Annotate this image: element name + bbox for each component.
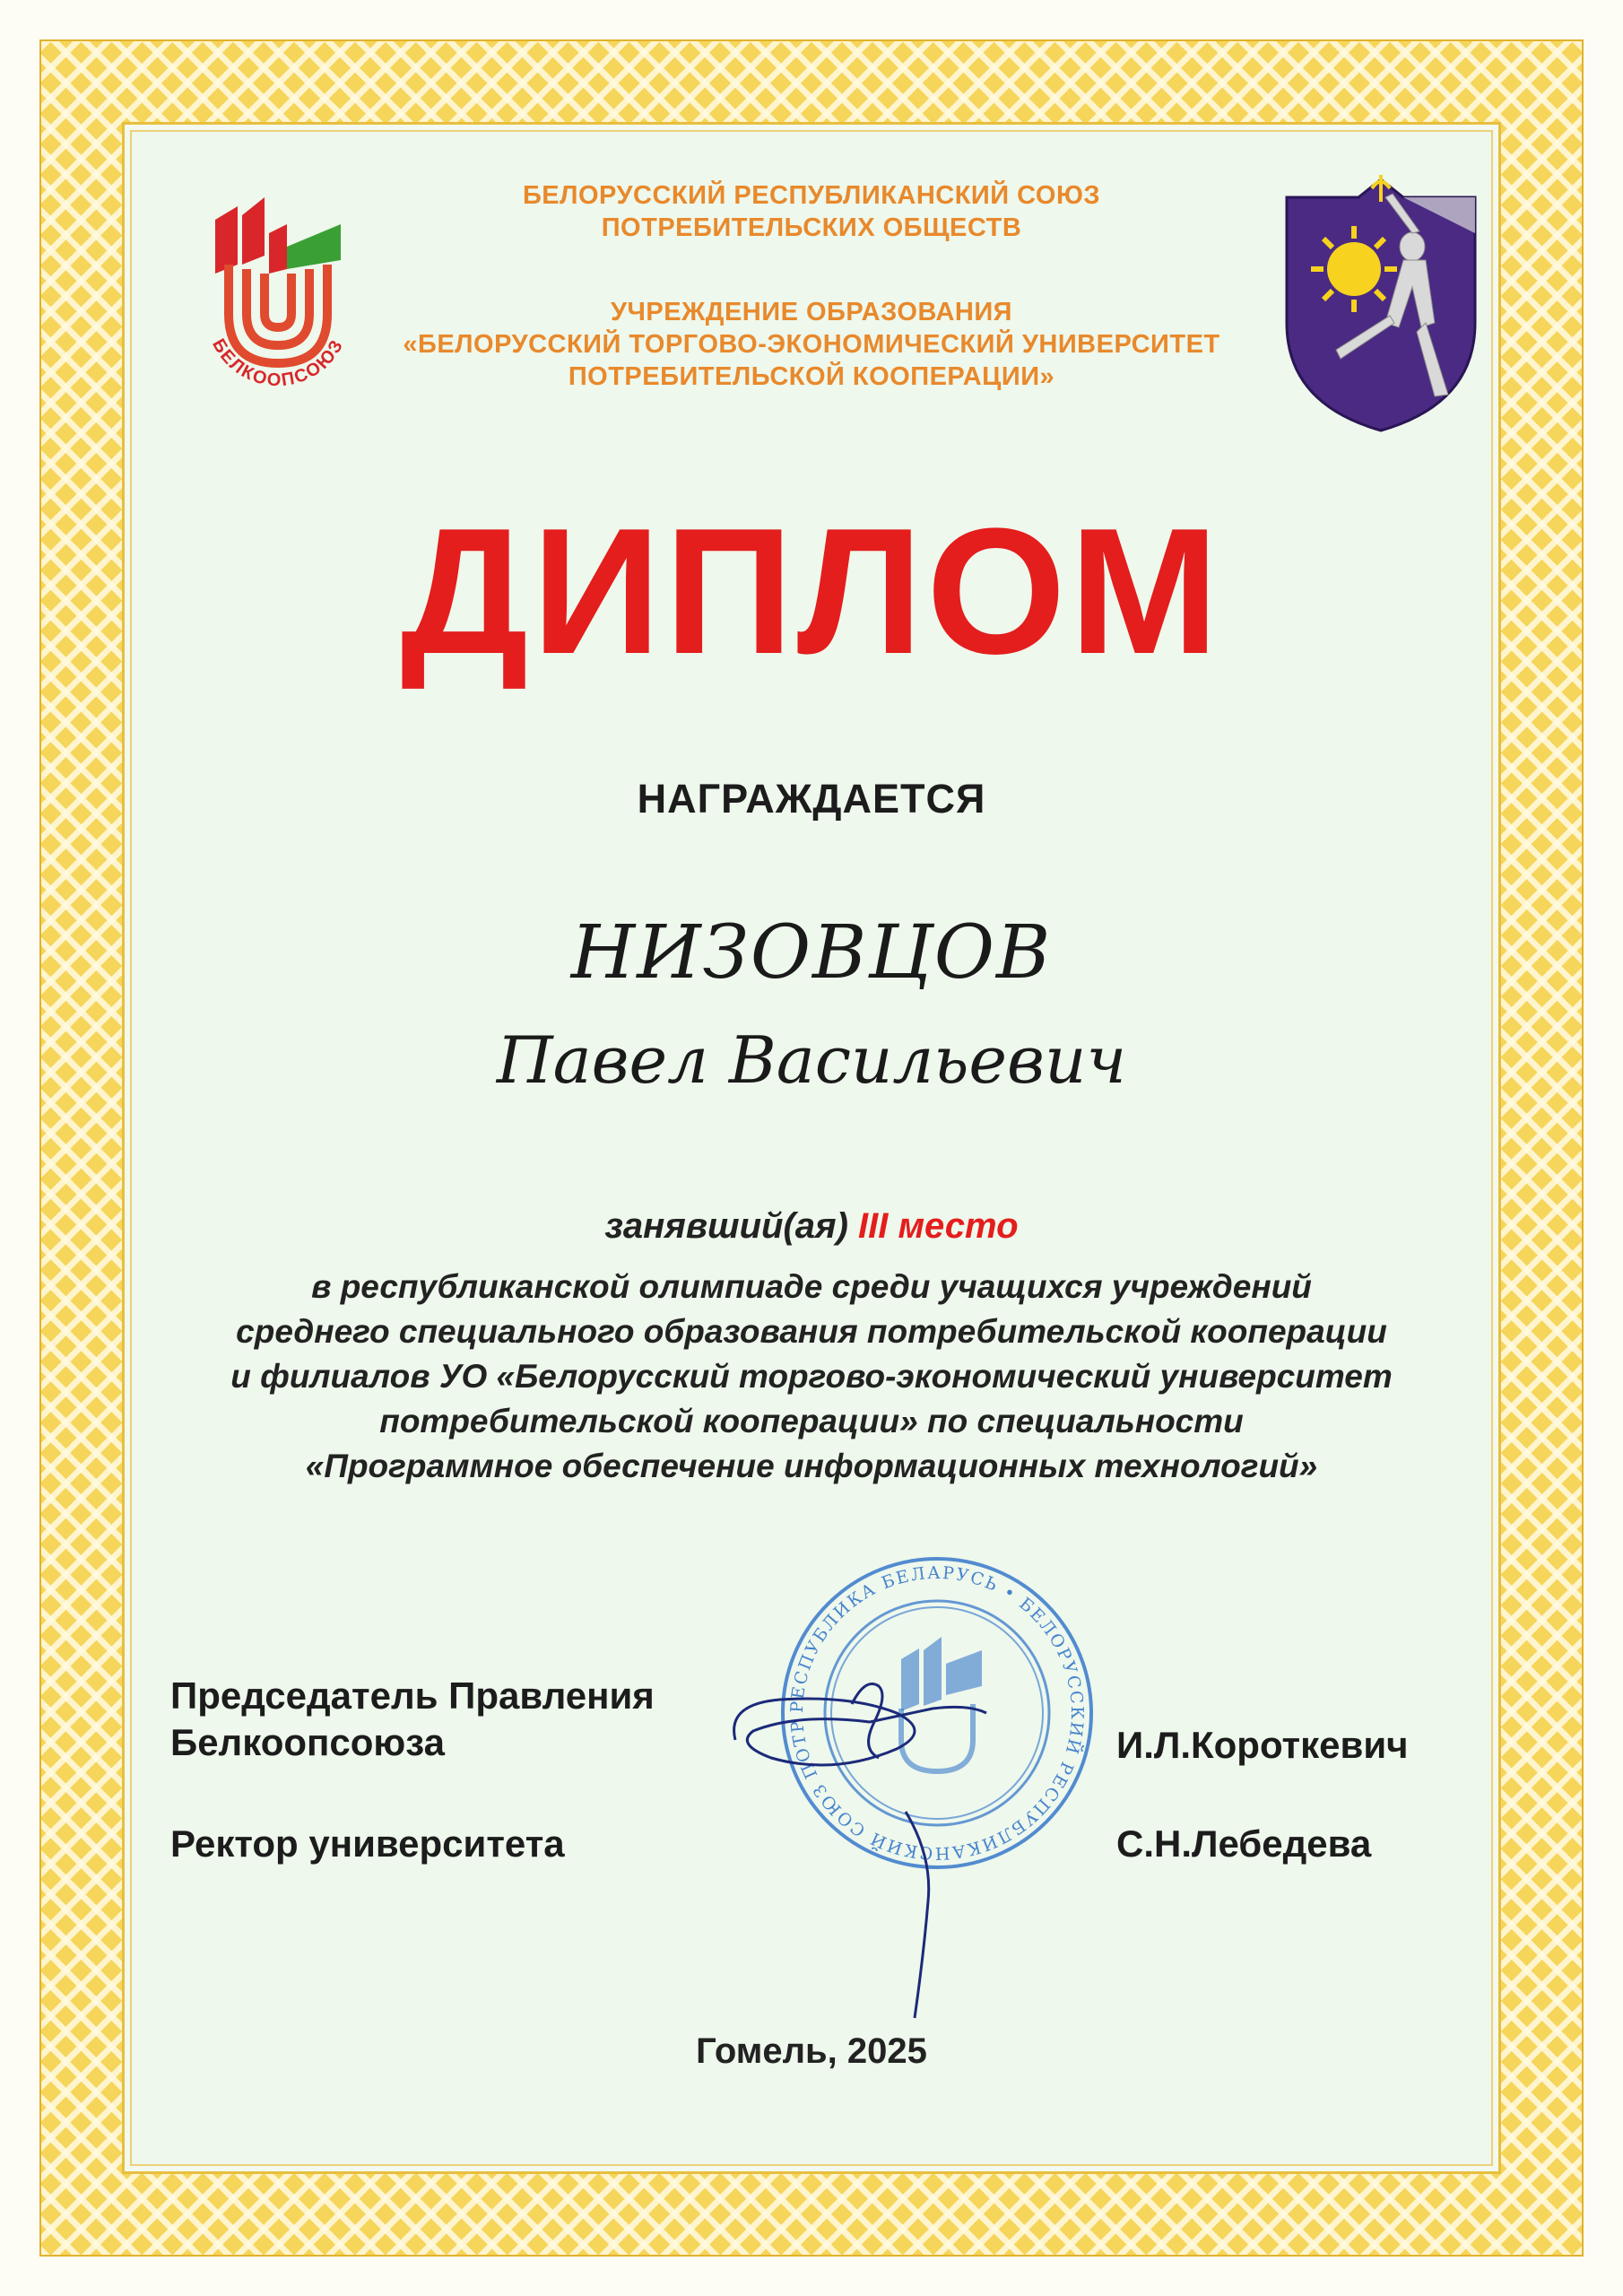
diploma-title: ДИПЛОМ: [400, 491, 1223, 691]
signature-scribble: [717, 1659, 1040, 2036]
svg-text:РЕСПУБЛИКА БЕЛАРУСЬ • БЕЛОРУСС: РЕСПУБЛИКА БЕЛАРУСЬ • БЕЛОРУССКИЙ РЕСПУБЛИКАНСКИЙ СОЮЗ ПОТР: [786, 1562, 1088, 1864]
achievement-line: [0, 1206, 1623, 1247]
signatory-2-name: С.Н.Лебедева: [1116, 1822, 1372, 1865]
inst-line-3: ПОТРЕБИТЕЛЬСКОЙ КООПЕРАЦИИ»: [568, 362, 1055, 391]
recipient-surname: НИЗОВЦОВ: [570, 910, 1053, 996]
signatory-2-position: Ректор университета: [170, 1822, 565, 1865]
achievement-place: III место: [858, 1206, 1019, 1246]
inst-line-1: УЧРЕЖДЕНИЕ ОБРАЗОВАНИЯ: [610, 298, 1013, 326]
description-line-3: и филиалов УО «Белорусский торгово-экономический университет: [230, 1358, 1393, 1395]
signatory-1-name: И.Л.Короткевич: [1116, 1724, 1409, 1766]
awarded-label: НАГРАЖДАЕТСЯ: [637, 776, 986, 822]
description-line-2: среднего специального образования потребительской кооперации: [236, 1313, 1387, 1350]
achievement-prefix: занявший(ая): [604, 1206, 848, 1246]
svg-text:БЕЛКООПСОЮЗ: БЕЛКООПСОЮЗ: [208, 335, 348, 391]
org-line-1: БЕЛОРУССКИЙ РЕСПУБЛИКАНСКИЙ СОЮЗ: [522, 181, 1101, 210]
inst-line-2: «БЕЛОРУССКИЙ ТОРГОВО-ЭКОНОМИЧЕСКИЙ УНИВЕРСИТЕТ: [403, 330, 1220, 359]
description-line-4: потребительской кооперации» по специальности: [379, 1403, 1244, 1439]
signatory-1-position: [170, 1673, 655, 1766]
signature-icon: [717, 1659, 1040, 2036]
signatory-1-position-line-1: Председатель Правления: [170, 1674, 655, 1717]
org-line-2: ПОТРЕБИТЕЛЬСКИХ ОБЩЕСТВ: [601, 213, 1022, 242]
place-and-year: Гомель, 2025: [696, 2031, 927, 2071]
university-coat-of-arms: [1278, 170, 1484, 439]
description-line-1: в республиканской олимпиаде среди учащихся учреждений: [311, 1268, 1312, 1305]
recipient-given-names: Павел Васильевич: [496, 1022, 1127, 1098]
description-line-5: «Программное обеспечение информационных технологий»: [305, 1448, 1318, 1484]
coat-of-arms-icon: [1278, 170, 1484, 439]
signatory-1-position-line-2: Белкоопсоюза: [170, 1721, 445, 1763]
